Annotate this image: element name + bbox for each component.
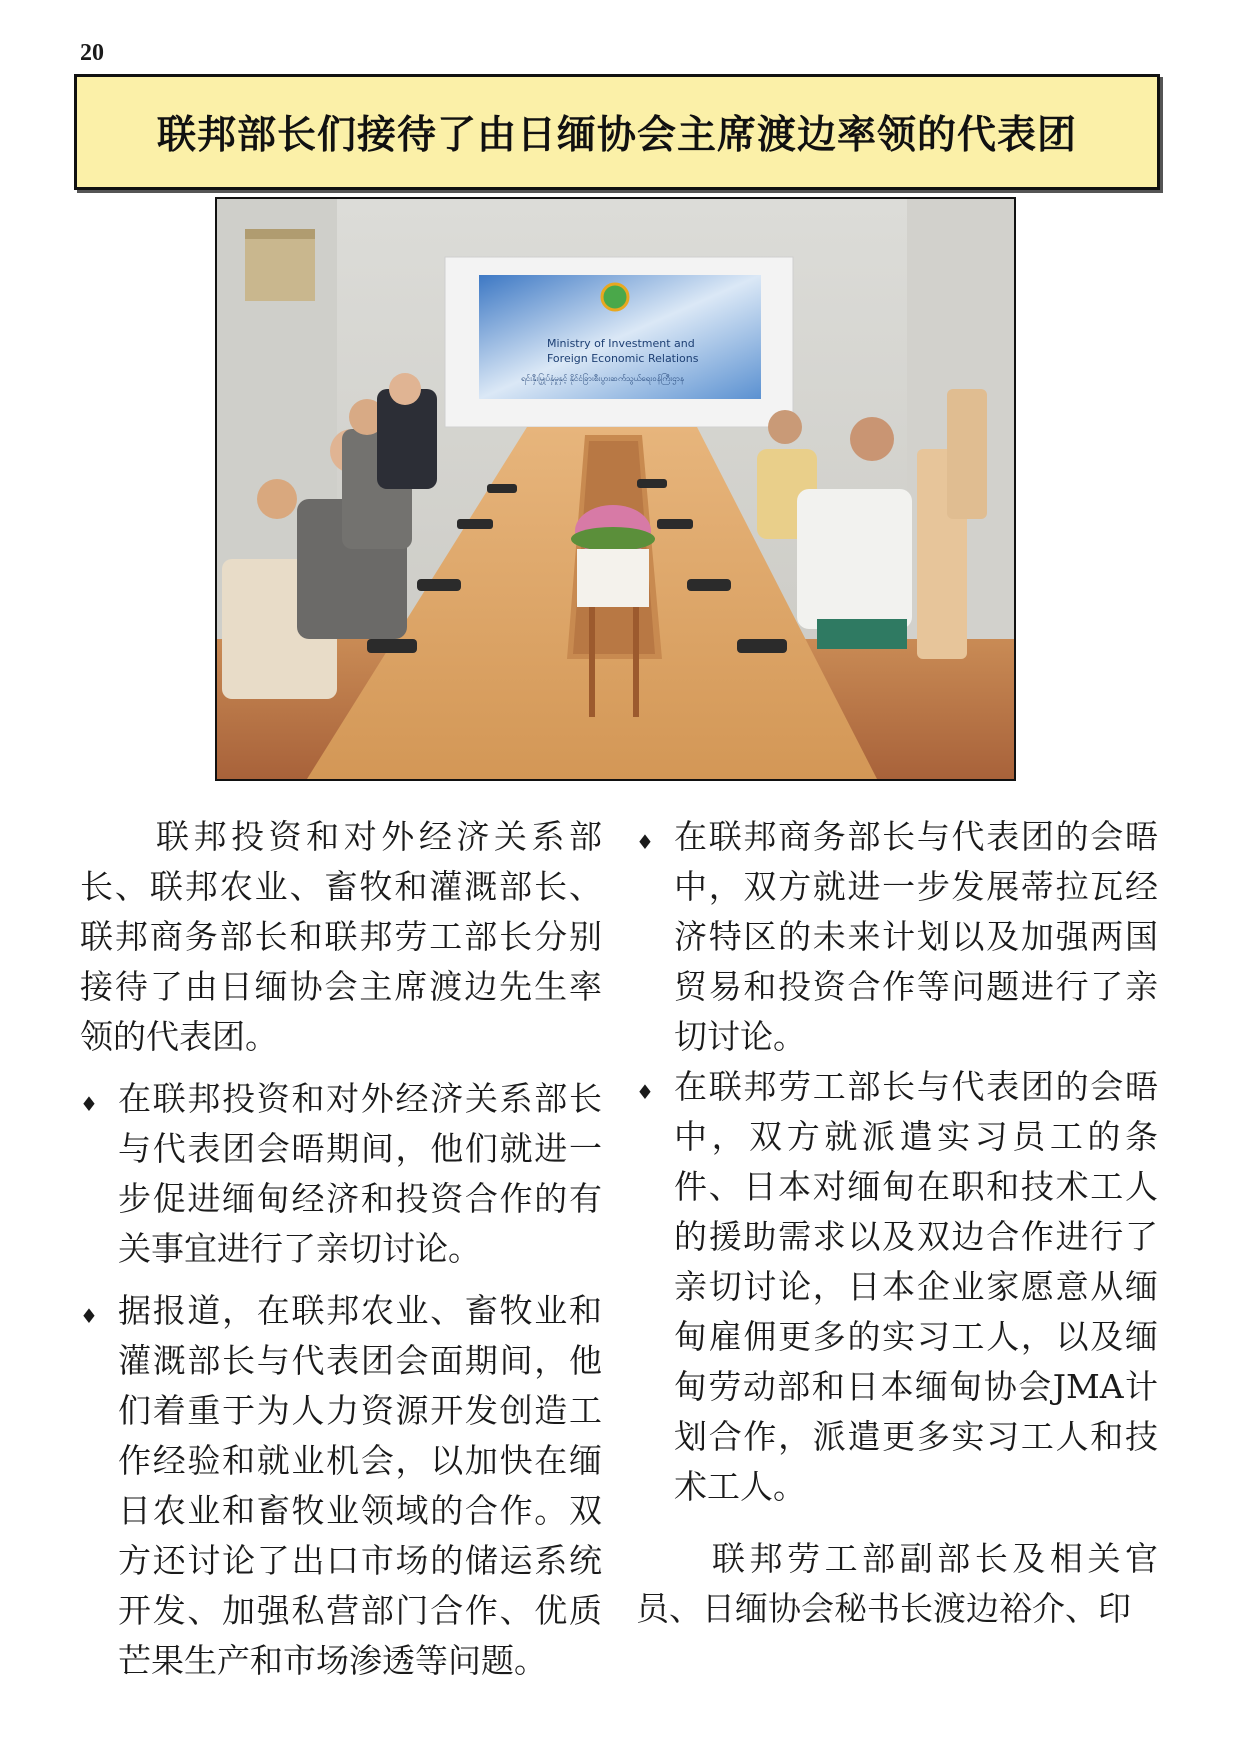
bullet-item	[80, 1074, 602, 1274]
diamond-bullet-icon: ♦	[80, 1304, 98, 1328]
sign-line-1: Ministry of Investment and	[547, 337, 695, 350]
bullet-text: 据报道，在联邦农业、畜牧业和灌溉部长与代表团会面期间，他们着重于为人力资源开发创造工作经验和就业机会，以加快在缅日农业和畜牧业领域的合作。双方还讨论了出口市场的储运系统开发、加强私营部门合作、优质芒果生产和市场渗透等问题。	[118, 1291, 602, 1680]
bullet-item	[636, 812, 1158, 1062]
bullet-text: 在联邦商务部长与代表团的会晤中，双方就进一步发展蒂拉瓦经济特区的未来计划以及加强两国贸易和投资合作等问题进行了亲切讨论。	[674, 817, 1158, 1056]
diamond-bullet-icon: ♦	[636, 830, 654, 854]
intro-paragraph: 联邦投资和对外经济关系部长、联邦农业、畜牧和灌溉部长、联邦商务部长和联邦劳工部长分别接待了由日缅协会主席渡边先生率领的代表团。	[80, 817, 602, 1056]
diamond-bullet-icon: ♦	[80, 1092, 98, 1116]
bullet-text: 在联邦投资和对外经济关系部长与代表团会晤期间，他们就进一步促进缅甸经济和投资合作的有关事宜进行了亲切讨论。	[118, 1079, 602, 1268]
title-banner	[74, 74, 1160, 190]
meeting-photo	[215, 197, 1016, 781]
closing-paragraph: 联邦劳工部副部长及相关官员、日缅协会秘书长渡边裕介、印	[636, 1539, 1158, 1628]
sign-line-3: ရင်းနှီးမြှုပ်နှံမှုနှင့် နိုင်ငံခြားစီးပွားဆက်သွယ်ရေးဝန်ကြီးဌာန	[521, 374, 684, 383]
bullet-item	[636, 1062, 1158, 1512]
bullet-item	[80, 1286, 602, 1686]
left-column	[80, 812, 602, 1686]
article-title: 联邦部长们接待了由日缅协会主席渡边率领的代表团	[156, 113, 1077, 158]
diamond-bullet-icon: ♦	[636, 1080, 654, 1104]
right-column	[636, 812, 1158, 1634]
sign-line-2: Foreign Economic Relations	[547, 352, 699, 365]
left-bullet-list	[80, 1074, 602, 1686]
bullet-text: 在联邦劳工部长与代表团的会晤中，双方就派遣实习员工的条件、日本对缅甸在职和技术工人的援助需求以及双边合作进行了亲切讨论，日本企业家愿意从缅甸雇佣更多的实习工人，以及缅甸劳动部和日本缅甸协会JMA计划合作，派遣更多实习工人和技术工人。	[674, 1067, 1158, 1506]
page-number: 20	[80, 40, 104, 66]
